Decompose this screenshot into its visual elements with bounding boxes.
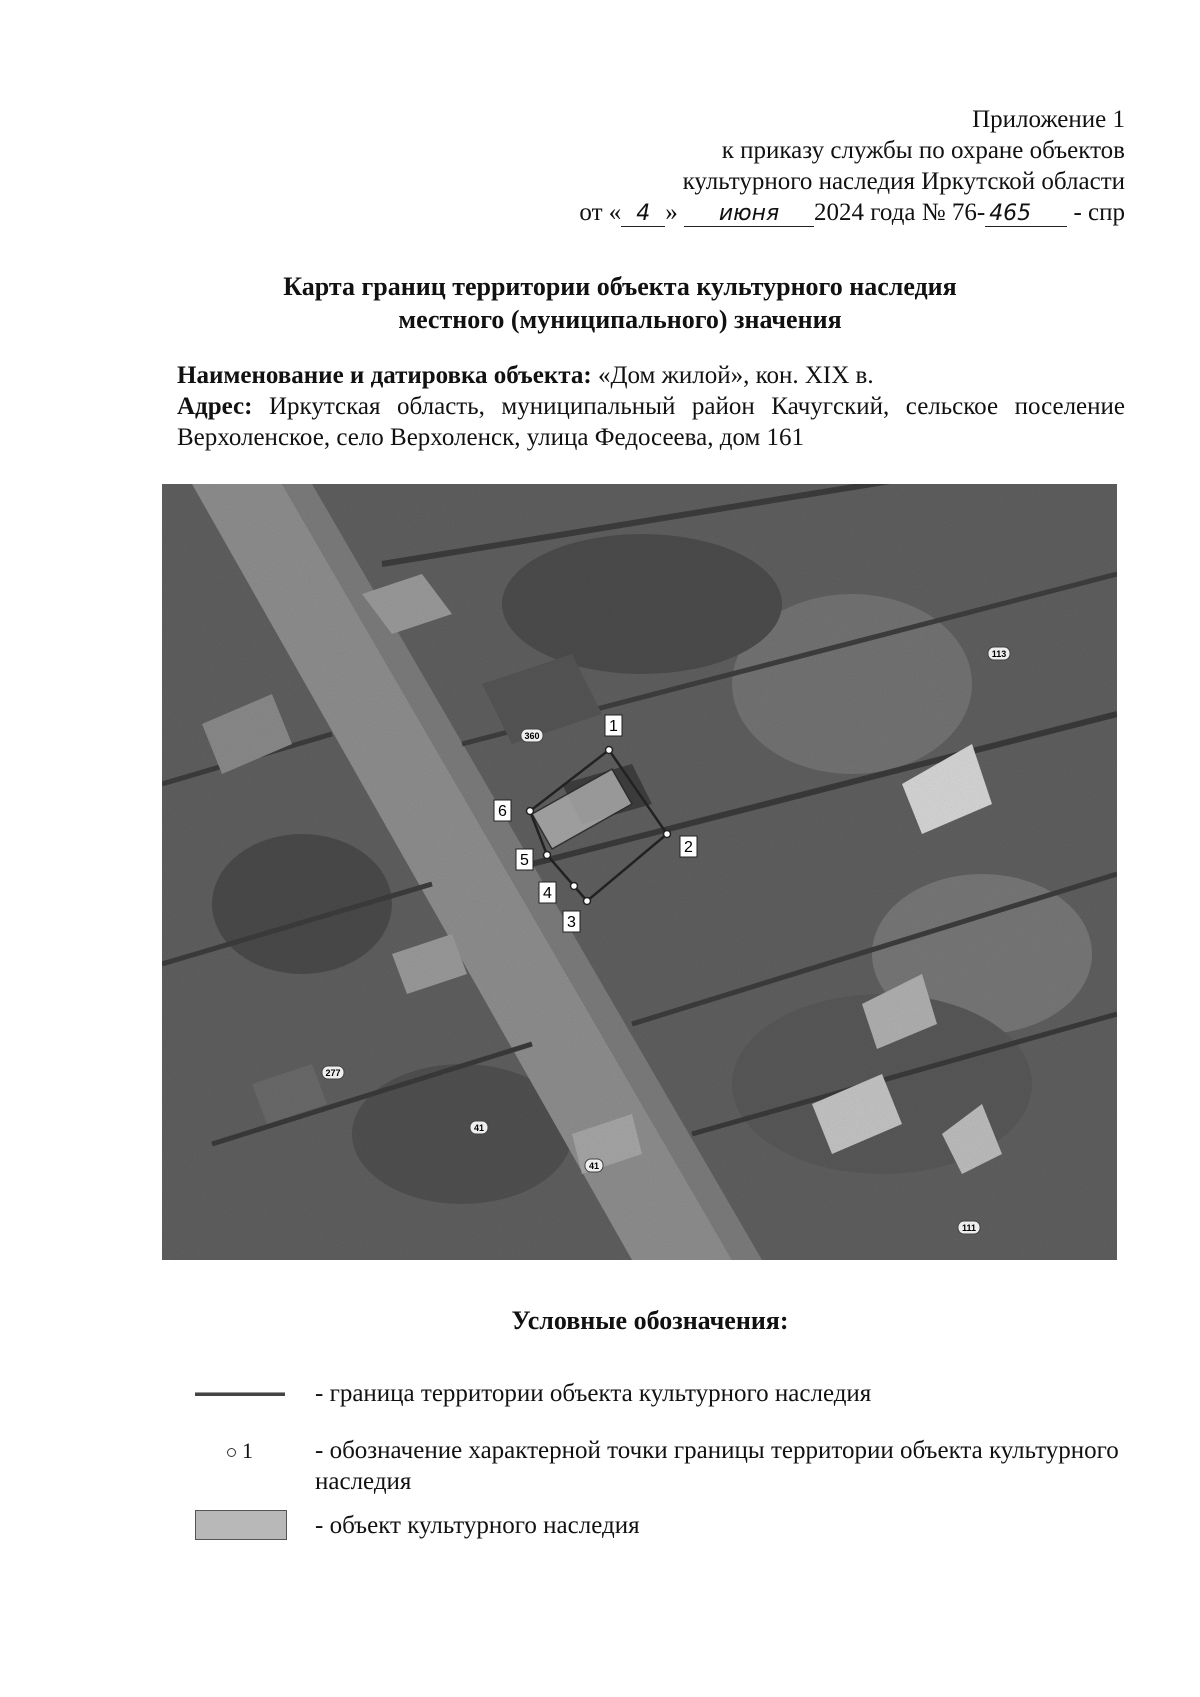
parcel-label-111 xyxy=(958,1221,980,1234)
svg-text:111: 111 xyxy=(961,1223,977,1233)
parcel-label-113 xyxy=(988,647,1010,660)
year-text: 2024 года № 76- xyxy=(814,199,986,226)
appendix-order-ref: к приказу службы по охране объектов xyxy=(721,137,1125,164)
object-info xyxy=(177,360,1125,453)
svg-text:41: 41 xyxy=(588,1161,600,1171)
appendix-number: Приложение 1 xyxy=(972,106,1125,133)
svg-text:360: 360 xyxy=(524,731,540,741)
object-address-value: Иркутская область, муниципальный район Качугский, сельское поселение Верхоленское, село Верхоленск, улица Федосеева, дом 161 xyxy=(177,393,1126,451)
parcel-label-277 xyxy=(322,1066,344,1079)
appendix-header xyxy=(425,104,1125,228)
svg-text:41: 41 xyxy=(473,1123,485,1133)
boundary-point-5-label: 5 xyxy=(520,852,529,869)
boundary-point-2-label: 2 xyxy=(684,839,693,856)
legend-title: Условные обозначения: xyxy=(511,1306,789,1335)
parcel-label-360 xyxy=(521,729,543,742)
appendix-authority: культурного наследия Иркутской области xyxy=(682,168,1125,195)
svg-text:113: 113 xyxy=(991,649,1007,659)
object-name-line xyxy=(177,360,1125,391)
boundary-point-1-label: 1 xyxy=(609,718,618,735)
date-mid: » xyxy=(665,199,678,226)
boundary-point-6 xyxy=(494,800,511,821)
handwritten-order-number: 465 xyxy=(985,202,1067,227)
order-suffix: - спр xyxy=(1073,199,1125,226)
boundary-point-3-label: 3 xyxy=(567,914,576,931)
boundary-point-3 xyxy=(563,911,580,932)
point-symbol-number: 1 xyxy=(242,1438,253,1463)
boundary-point-4-label: 4 xyxy=(543,885,552,902)
object-address-label: Адрес: xyxy=(177,393,253,420)
boundary-point-4 xyxy=(539,882,556,903)
object-name-label: Наименование и датировка объекта: xyxy=(177,362,592,389)
boundary-line-symbol xyxy=(195,1392,285,1396)
order-date-line xyxy=(425,197,1125,228)
satellite-map-image xyxy=(162,484,1117,1260)
legend-point-text: - обозначение характерной точки границы территории объекта культурного наследия xyxy=(315,1437,1119,1495)
handwritten-month: июня xyxy=(684,202,814,227)
point-symbol xyxy=(227,1435,253,1466)
legend-object-text: - объект культурного наследия xyxy=(315,1512,640,1539)
map-title-line1: Карта границ территории объекта культурного наследия xyxy=(283,272,957,301)
satellite-map xyxy=(162,484,1117,1260)
heritage-object-symbol xyxy=(195,1510,287,1540)
boundary-point-2 xyxy=(680,836,697,857)
handwritten-day: 4 xyxy=(621,202,665,227)
boundary-point-6-label: 6 xyxy=(498,803,507,820)
legend-point xyxy=(195,1435,1125,1499)
parcel-label-41a xyxy=(470,1121,488,1134)
object-address-line xyxy=(177,391,1125,453)
boundary-point-5 xyxy=(516,849,533,870)
object-name-value: «Дом жилой», кон. XIX в. xyxy=(597,362,874,389)
map-title-line2: местного (муниципального) значения xyxy=(398,305,842,334)
legend-boundary-text: - граница территории объекта культурного наследия xyxy=(315,1380,872,1407)
date-prefix: от « xyxy=(579,199,622,226)
parcel-label-41b xyxy=(585,1159,603,1172)
boundary-point-1 xyxy=(605,715,622,736)
map-title xyxy=(240,270,1000,336)
svg-text:277: 277 xyxy=(325,1068,341,1078)
point-ring-icon xyxy=(227,1448,236,1457)
